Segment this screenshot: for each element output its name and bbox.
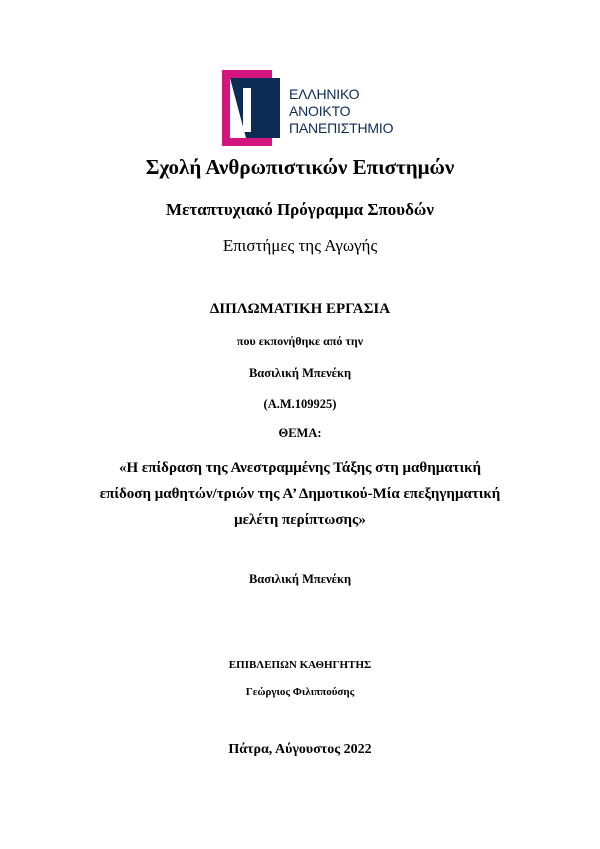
elaborated-by: που εκπονήθηκε από την [236, 334, 364, 348]
logo-line-2: ΑΝΟΙΚΤΟ [289, 103, 351, 119]
program-name: Μεταπτυχιακό Πρόγραμμα Σπουδών [166, 200, 434, 219]
thesis-title-line-1: «Η επίδραση της Ανεστραμμένης Τάξης στη μαθηματική [118, 460, 482, 476]
supervisor-name: Γεώργιος Φιλιππούσης [245, 686, 355, 698]
registration-number: (Α.Μ.109925) [263, 397, 337, 411]
school-name: Σχολή Ανθρωπιστικών Επιστημών [145, 155, 455, 179]
field-name: Επιστήμες της Αγωγής [222, 236, 378, 255]
supervisor-label: ΕΠΙΒΛΕΠΩΝ ΚΑΘΗΓΗΤΗΣ [228, 659, 372, 671]
author-name: Βασιλική Μπενέκη [248, 366, 352, 380]
logo-line-3: ΠΑΝΕΠΙΣΤΗΜΙΟ [289, 120, 394, 136]
thesis-type: ΔΙΠΛΩΜΑΤΙΚΗ ΕΡΓΑΣΙΑ [209, 301, 391, 317]
author-name-repeat: Βασιλική Μπενέκη [248, 572, 352, 586]
logo-line-1: ΕΛΛΗΝΙΚΟ [289, 86, 360, 102]
theme-label: ΘΕΜΑ: [278, 426, 322, 440]
thesis-title-line-3: μελέτη περίπτωσης» [234, 512, 366, 528]
logo-white-bar [243, 88, 251, 132]
logo-wordmark [289, 86, 393, 137]
logo-navy-shape [230, 78, 280, 138]
thesis-title [0, 455, 600, 533]
place-date: Πάτρα, Αύγουστος 2022 [228, 742, 372, 757]
thesis-title-line-2: επίδοση μαθητών/τριών της Α’ Δημοτικού-Μία επεξηγηματική [99, 486, 501, 502]
